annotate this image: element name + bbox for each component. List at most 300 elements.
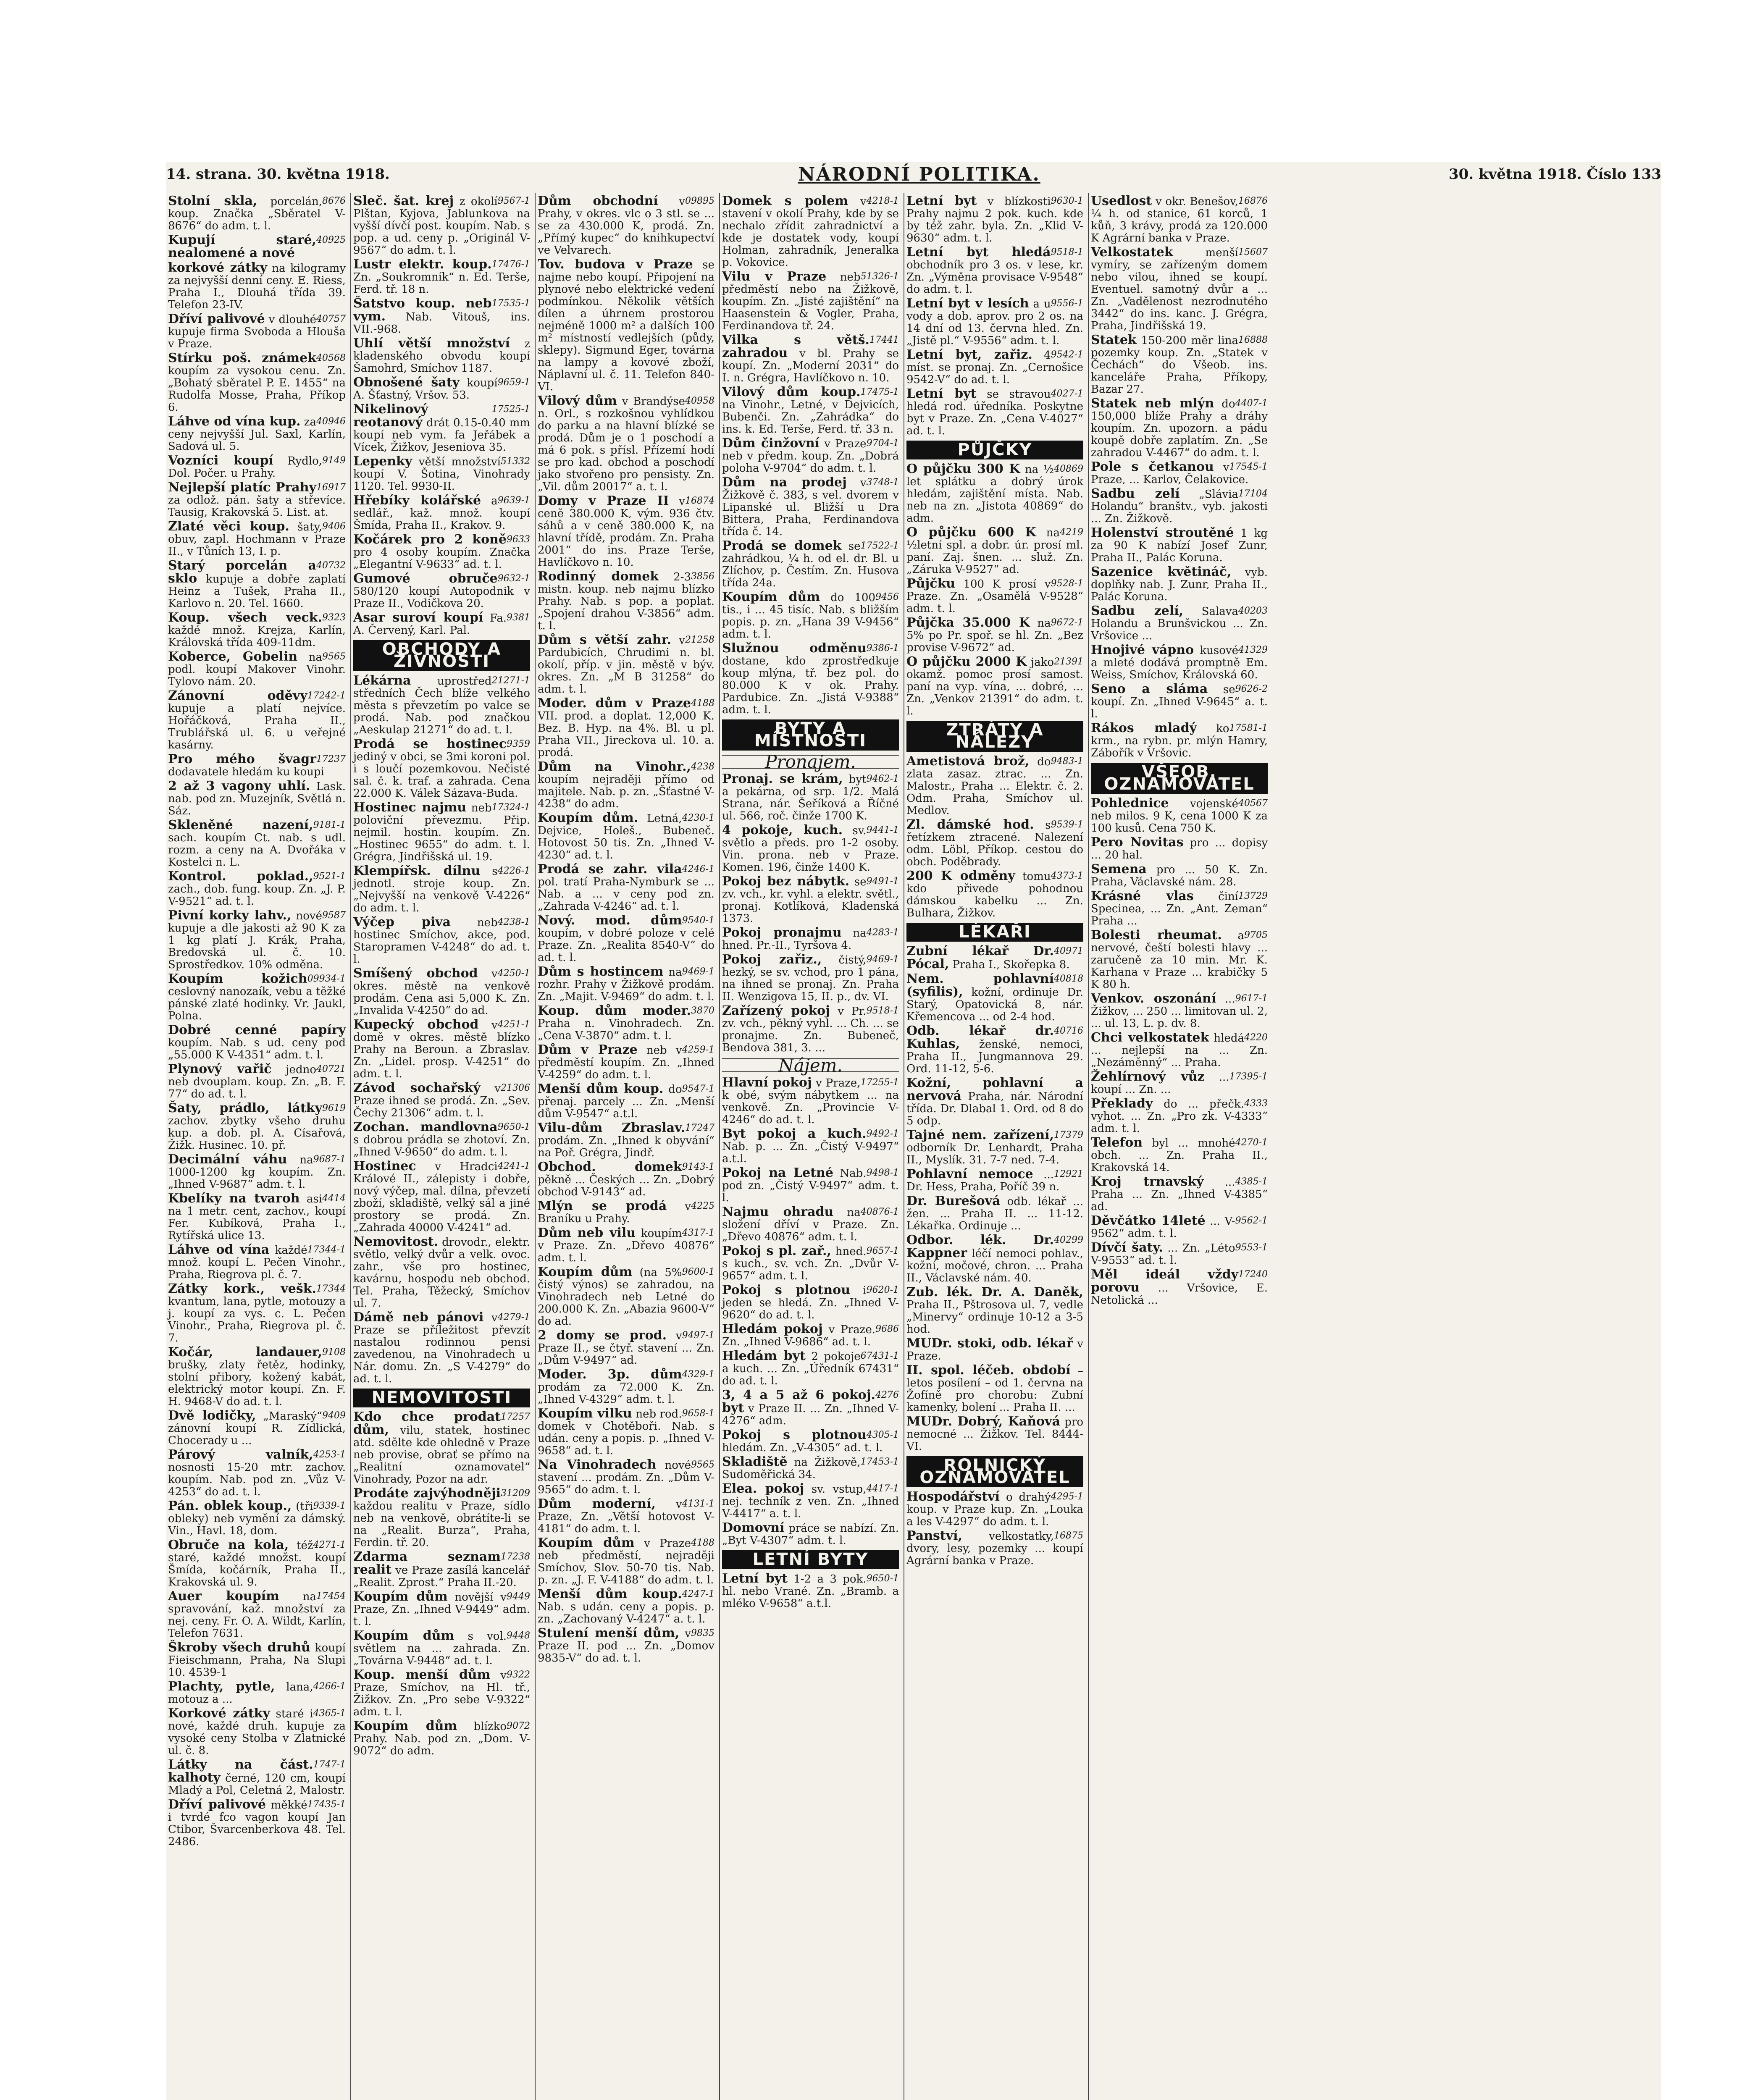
- ad-text: (tři obleky) neb vymění za dámský. Vin., Havl. 18, dom.: [168, 1500, 346, 1537]
- ad-code: 9483-1: [1051, 756, 1083, 766]
- ad-text: 2-3 mistn. koup. neb najmu blízko Prahy. Nab. s pop. a poplat. „Spojení drahou V-3856“ adm. t. l.: [538, 571, 715, 632]
- ad-text: léčí nemoci pohlav., kožní, močové, chron. ... Praha II., Václavské nám. 40.: [906, 1247, 1083, 1284]
- ad-code: 4247-1: [682, 1589, 715, 1599]
- classified-ad: [168, 1500, 346, 1537]
- ad-headline: Kdo chce prodat dům,: [353, 1410, 501, 1437]
- ad-code: 9448: [507, 1630, 530, 1641]
- classified-ad: [168, 1283, 346, 1344]
- ad-headline: Koupím dům: [538, 1265, 633, 1279]
- section-banner: LETNÍ BYTY: [722, 1550, 899, 1569]
- ad-headline: Usedlost: [1091, 194, 1152, 208]
- ad-text: pro 4 osoby koupím. Značka „Elegantní V-9633“ ad. t. l.: [353, 546, 530, 571]
- ad-code: 4417-1: [866, 1483, 899, 1494]
- ad-code: 4253-1: [313, 1449, 346, 1460]
- ad-headline: Telefon: [1091, 1135, 1143, 1150]
- ad-headline: Pro mého švagr: [168, 752, 316, 766]
- classified-ad: [722, 476, 899, 538]
- ad-code: 8676: [322, 196, 346, 206]
- section-banner: NEMOVITOSTI: [353, 1389, 530, 1407]
- ad-code: 4283-1: [866, 927, 899, 938]
- ad-headline: Zdarma seznam realit: [353, 1549, 501, 1577]
- ad-text: prodám. Zn. „Ihned k obyvání“ na Poř. Grégra, Jindř.: [538, 1134, 715, 1159]
- ad-code: 4188: [691, 698, 715, 709]
- ad-code: 4238: [691, 761, 715, 772]
- ad-text: v okres. městě na venkově prodám. Cena asi 5,000 K. Zn. „Invalida V-4250“ do ad.: [353, 968, 530, 1017]
- classified-ad: [168, 1449, 346, 1498]
- ad-headline: Hospodářství: [906, 1489, 1000, 1504]
- ad-text: se zv. vch., kr. vyhl. a elektr. světl., pronaj. Kotlíková, Kladenská 1373.: [722, 876, 899, 925]
- ad-headline: Odbor. lék. Dr. Kappner: [906, 1233, 1054, 1260]
- ad-text: černé, 120 cm, koupí Mladý a Pol, Celetná 2, Malostr.: [168, 1772, 346, 1797]
- ad-text: ... Dr. Hess, Praha, Poříč 39 n.: [906, 1168, 1060, 1193]
- classified-ad: [168, 415, 346, 453]
- classified-ad: [1091, 797, 1268, 835]
- ad-text: i jeden se hledá. Zn. „Ihned V-9620“ do ad. t. l.: [722, 1284, 899, 1321]
- ad-code: 4365-1: [313, 1708, 346, 1719]
- column-3: [535, 193, 717, 2100]
- classified-ad: [906, 195, 1083, 244]
- ad-headline: Dům na Vinohr.,: [538, 759, 691, 774]
- ad-code: 9620-1: [866, 1285, 899, 1295]
- ad-code: 9659-1: [497, 377, 530, 388]
- ad-text: do ... přečk. vyhot. ... Zn. „Pro zk. V-4333“ adm. t. l.: [1091, 1098, 1268, 1135]
- ad-code: 21258: [685, 635, 715, 645]
- ad-text: 4 míst. se pronaj. Zn. „Cernošice 9542-V“ do ad. t. l.: [906, 349, 1083, 386]
- ad-text: na hned. Pr.-II., Tyršova 4.: [722, 927, 867, 952]
- ad-code: 9108: [322, 1347, 346, 1357]
- classified-ad: [1091, 683, 1268, 720]
- ad-text: každé množ. koupí L. Pečen Vinohr., Praha, Riegrova pl. č. 7.: [168, 1244, 346, 1281]
- ad-text: Praha II., Pštrosova ul. 7, vedle „Minervy“ ordinuje 10-12 a 3-5 hod.: [906, 1299, 1083, 1336]
- ad-headline: Stírku poš. známek: [168, 351, 316, 365]
- ad-text: na Vinohr., Letné, v Dejvicích, Bubenči. Zn. „Zahrádka“ do ins. k. Ed. Terše, Ferd. tř. 33 n.: [722, 399, 899, 436]
- ad-text: vilu, statek, hostinec atd. sdělte kde ohledně v Praze neb provise, obrať se přímo na „Realitní oznamovatel“ Vinohrady, Pozor na adr.: [353, 1424, 531, 1486]
- ad-headline: Vilka s větš. zahradou: [722, 333, 869, 360]
- ad-text: vojenské neb milos. 9 K, cena 1000 K za 100 kusů. Cena 750 K.: [1091, 798, 1268, 835]
- ad-text: dodavatele hledám ku koupi: [168, 766, 324, 778]
- classified-ad: [168, 870, 346, 908]
- ad-text: dostane, kdo zprostředkuje koup mlýna, tř. bez pol. do 80.000 K v ok. Prahy. Pardubice. Zn. „Jistá V-9388“ adm. t. l.: [722, 655, 899, 716]
- column-6: [1088, 193, 1270, 2100]
- ad-headline: Koupím dům: [353, 1628, 454, 1643]
- ad-code: 17441: [869, 335, 899, 345]
- ad-headline: Kočárek pro 2 koně: [353, 532, 507, 547]
- classified-ad: [906, 1168, 1083, 1193]
- ad-text: neb předměstí nebo na Žižkově, koupím. Zn. „Jisté zajištění“ na Haasenstein & Vogler, Praha, Ferdinandova tř. 24.: [722, 271, 899, 332]
- ad-code: 17453-1: [860, 1457, 899, 1467]
- classified-ad: [538, 761, 715, 810]
- ad-headline: Hostinec: [353, 1159, 416, 1173]
- ad-text: ceslovný nanozaík, vebu a těžké pánské zlaté hodinky. Vr. Jaukl, Polna.: [168, 985, 346, 1022]
- ad-code: 17324-1: [491, 802, 530, 813]
- ad-text: ... V-9562“ adm. t. l.: [1091, 1215, 1235, 1240]
- ad-code: 9562-1: [1235, 1215, 1268, 1226]
- ad-headline: 4 pokoje, kuch.: [722, 823, 843, 837]
- ad-text: koupí A. Šťastný, Vršov. 53.: [353, 377, 498, 402]
- classified-ad: [168, 819, 346, 869]
- ad-headline: Koup. menší dům: [353, 1667, 491, 1682]
- ad-code: 9491-1: [866, 876, 899, 887]
- ad-code: 9528-1: [1051, 578, 1083, 589]
- ad-headline: Moder. dům v Praze: [538, 696, 691, 711]
- ad-text: se koupí. Zn. „Ihned V-9645“ a. t. l.: [1091, 683, 1268, 720]
- ad-headline: Kožní, pohlavní a nervová: [906, 1076, 1083, 1103]
- classified-ad: [353, 455, 530, 493]
- ad-code: 40716: [1054, 1026, 1083, 1036]
- classified-ad: [906, 526, 1083, 576]
- ad-text: na spravování, kaž. množství za nej. ceny. Fr. O. A. Wildt, Karlín, Telefon 7631.: [168, 1591, 346, 1640]
- classified-ad: [168, 1244, 346, 1281]
- ad-text: za odlož. pán. šaty a střevíce. Tausig, Krakovská 5. List. at.: [168, 494, 346, 519]
- classified-ad: [353, 967, 530, 1017]
- classified-ad: [906, 755, 1083, 817]
- ad-code: 4027-1: [1051, 388, 1083, 399]
- classified-ad: [1091, 1032, 1268, 1069]
- ad-text: do 150,000 blíže Prahy a dráhy koupím. Zn. upozorn. a pádu koupě dobře zaplatím. Zn. „Se zahradou V-4467“ do adm. t. l.: [1091, 398, 1268, 459]
- ad-code: 9359: [507, 739, 530, 749]
- ad-code: 4220: [1244, 1032, 1268, 1043]
- ad-text: koupím v Praze. Zn. „Dřevo 40876“ adm. t. l.: [538, 1227, 715, 1264]
- ad-text: na 5% po Pr. spoř. se hl. Zn. „Bez provise V-9672“ ad.: [906, 617, 1083, 654]
- ad-text: Nab. Vitouš, ins. VII.-968.: [353, 311, 530, 336]
- ad-headline: Vilový dům koup.: [722, 385, 861, 399]
- ad-headline: Lepenky: [353, 454, 412, 469]
- ad-headline: 3, 4 a 5 až 6 pokoj. byt: [722, 1388, 875, 1415]
- ad-text: v Praze II., se čtyř. stavení ... Zn. „Dům V-9497“ ad.: [538, 1330, 715, 1367]
- classified-ad: [168, 1192, 346, 1242]
- section-banner: PŮJČKY: [906, 441, 1083, 459]
- ad-headline: Prodá se zahr. vila: [538, 862, 682, 877]
- ad-code: 17476-1: [491, 259, 530, 270]
- classified-ad: [538, 1200, 715, 1225]
- ad-code: 9600-1: [682, 1267, 715, 1277]
- ad-headline: O půjčku 300 K: [906, 462, 1020, 476]
- ad-headline: Vilový dům: [538, 394, 617, 408]
- ad-text: hned. s kuch., sv. vch. Zn. „Dvůr V-9657“ adm. t. l.: [722, 1245, 899, 1282]
- ad-code: 4317-1: [682, 1228, 715, 1238]
- classified-ad: [906, 388, 1083, 437]
- classified-ad: [168, 352, 346, 414]
- ad-headline: Statek neb mlýn: [1091, 396, 1214, 411]
- classified-ad: [906, 1415, 1083, 1453]
- ad-code: 4305-1: [866, 1430, 899, 1440]
- classified-ad: [906, 656, 1083, 717]
- ad-text: nové kupuje a dle jakosti až 90 K za 1 kg platí J. Krák, Praha, Bredovská ul. č. 10. Sprostředkov. 10% odměna.: [168, 910, 346, 971]
- ad-code: 9322: [507, 1670, 530, 1680]
- classified-ad: [906, 349, 1083, 386]
- ad-headline: Zubní lékař Dr. Pócal,: [906, 944, 1054, 971]
- classified-ad: [722, 386, 899, 436]
- ad-code: 4131-1: [682, 1499, 715, 1509]
- classified-ad: [722, 1572, 899, 1610]
- ad-code: 40946: [316, 416, 346, 427]
- ad-headline: Prodá se hostinec: [353, 737, 507, 751]
- ad-headline: Gumové obruče: [353, 571, 498, 586]
- ad-text: odborník Dr. Lenhardt, Praha II., Myslík. 31. 7-7 ned. 7-4.: [906, 1142, 1083, 1166]
- ad-code: 40721: [316, 1064, 346, 1074]
- ad-text: na ½ let splátku a dobrý úrok hledám, zajištění místa. Nab. neb na zn. „Jistota 40869“ do adm.: [906, 463, 1083, 525]
- ad-text: a u vody a dob. aprov. pro 2 os. na 14 dní od 13. června hled. Zn. „Jistě pl.“ V-9556“ adm. t. l.: [906, 298, 1083, 347]
- ad-headline: Dům s větší zahr.: [538, 633, 672, 647]
- ad-code: 9565: [322, 651, 346, 662]
- ad-headline: Zánovní oděvy: [168, 688, 307, 703]
- ad-code: 9567-1: [497, 196, 530, 206]
- classified-ad: [1091, 566, 1268, 603]
- ad-code: 4188: [691, 1538, 715, 1548]
- ad-code: 4270-1: [1235, 1137, 1268, 1148]
- classified-ad: [1091, 722, 1268, 759]
- ad-code: 67431-1: [860, 1351, 899, 1361]
- ad-headline: Zátky kork., vešk.: [168, 1281, 316, 1296]
- classified-ad: [353, 1487, 530, 1549]
- ad-text: koupím. Nab. s ud. ceny pod „55.000 K V-4351“ adm. t. l.: [168, 1037, 346, 1061]
- classified-ad: [1091, 1097, 1268, 1135]
- classified-ad: [1091, 397, 1268, 459]
- column-4: [719, 193, 901, 2100]
- classified-ad: [906, 617, 1083, 654]
- classified-ad: [538, 1407, 715, 1457]
- ad-code: 4271-1: [313, 1540, 346, 1550]
- column-2: [350, 193, 532, 2100]
- classified-ad: [353, 1121, 530, 1158]
- classified-ad: [722, 437, 899, 475]
- ad-text: sach. koupím Ct. nab. s udl. rozm. a ceny na A. Dvořáka v Kostelci n. L.: [168, 832, 346, 869]
- ad-headline: Kroj trnavský: [1091, 1174, 1204, 1189]
- ad-text: se najme nebo koupí. Připojení na plynové nebo elektrické vedení podmínkou. Několik větších dílen a úhrnem prostorou nejméně 1000 m² a dalších 100 m² místností vedlejších (půdy, sklepy). Sigmund Eger, továrna na lampy a kovové zboží, Náplavní ul. č. 11. Telefon 840-VI.: [538, 259, 715, 393]
- ad-text: též staré, každé množst. koupí Šmída, kočárník, Praha II., Krakovská ul. 9.: [168, 1539, 346, 1588]
- ad-code: 17525-1: [491, 404, 530, 415]
- ad-headline: Zl. dámské hod.: [906, 817, 1034, 832]
- ad-code: 9639-1: [497, 495, 530, 506]
- classified-ad: [168, 1641, 346, 1679]
- page-header: [166, 162, 1661, 187]
- ad-code: 4333: [1244, 1098, 1268, 1109]
- ad-code: 9406: [322, 521, 346, 532]
- ad-text: každé množ. Krejza, Karlín, Královská třída 409-11dm.: [168, 624, 346, 649]
- ad-text: v Prahy, v okres. vlc o 3 stl. se ... se za 430.000 K, prodá. Zn. „Přímý kupec“ do knihkupectví ve Velvarech.: [538, 195, 715, 257]
- ad-headline: Stulení menší dům,: [538, 1626, 680, 1641]
- classified-ad: [906, 578, 1083, 615]
- ad-text: v Praze, Zn. „Větší hotovost V-4181“ do adm. t. l.: [538, 1498, 715, 1535]
- ad-headline: Chci velkostatek: [1091, 1030, 1209, 1045]
- ad-text: prodám za 72.000 K. Zn. „Ihned V-4329“ adm. t. l.: [538, 1381, 715, 1406]
- ad-code: 40203: [1238, 606, 1268, 616]
- classified-ad: [353, 297, 530, 336]
- ad-headline: Mlýn se prodá: [538, 1199, 667, 1213]
- ad-headline: Letní byt: [906, 386, 977, 401]
- ad-code: 40757: [316, 314, 346, 324]
- ad-text: pro ... dopisy ... 20 hal.: [1091, 837, 1268, 861]
- classified-ad: [906, 1530, 1083, 1567]
- ad-headline: Překlady: [1091, 1096, 1153, 1111]
- classified-ad: [353, 675, 530, 736]
- ad-text: činí Specinea, ... Zn. „Ant. Zeman“ Praha ...: [1091, 890, 1268, 927]
- classified-ad: [353, 1591, 530, 1628]
- ad-text: koupím za vysokou cenu. Zn. „Bohatý sběratel P. E. 1455“ na Rudolfa Mosse, Praha, Příkop 6.: [168, 365, 346, 414]
- newspaper-page: [166, 162, 1661, 2100]
- ad-text: kupuje a dobře zaplatí Heinz a Tušek, Praha II., Karlovo n. 20. Tel. 1660.: [168, 573, 346, 610]
- ad-text: do zlata zasaz. ztrac. ... Zn. Malostr., Praha ... Elektr. č. 2. Odm. Praha, Smíchov ul. Medlov.: [906, 756, 1083, 817]
- ad-code: 4373-1: [1051, 871, 1083, 881]
- classified-ad: [1091, 334, 1268, 396]
- ad-text: Praha I., Skořepka 8.: [952, 958, 1070, 971]
- ad-code: 9650-1: [497, 1122, 530, 1132]
- classified-ad: [1091, 1215, 1268, 1240]
- ad-text: v Praze, k obé, svým nábytkem ... na venkově. Zn. „Provincie V-4246“ do ad. t. l.: [722, 1077, 899, 1126]
- section-banner: ROLNICKÝ OZNAMOVATEL: [906, 1456, 1083, 1487]
- ad-headline: Vilu v Praze: [722, 269, 827, 284]
- ad-text: menší vymíry, se zařízeným domem nebo vilou, ihned se koupí. Eventuel. samotný dvůr a ... Zn. „Vadělenost nezrodnutého 3442“ do ins. kanc. J. Grégra, Praha, Jindřišská 19.: [1091, 247, 1268, 332]
- ad-headline: Tov. budova v Praze: [538, 257, 693, 272]
- classified-ad: [1091, 929, 1268, 991]
- classified-ad: [722, 1522, 899, 1547]
- ad-code: 40958: [685, 396, 715, 406]
- ad-headline: Domovní: [722, 1520, 785, 1535]
- ad-headline: Zlaté věci koup.: [168, 519, 289, 534]
- ad-text: velkostatky, dvory, lesy, pozemky ... koupí Agrární banka v Praze.: [906, 1530, 1083, 1567]
- ad-code: 9686: [875, 1324, 899, 1334]
- ad-code: 17344-1: [307, 1244, 346, 1255]
- ad-text: hledá ... nejlepší na ... Zn. „Nezáměnný“ ... Praha.: [1091, 1032, 1268, 1069]
- ad-text: staré i nové, každé druh. kupuje za vysoké ceny Stolba v Zlatnické ul. č. 8.: [168, 1708, 346, 1757]
- classified-ad: [1091, 1137, 1268, 1174]
- ad-text: v Praze neb v předm. koup. Zn. „Dobrá poloha V-9704“ do adm. t. l.: [722, 438, 899, 475]
- ad-text: ... Zn. „Léto V-9553“ ad. t. l.: [1091, 1242, 1235, 1267]
- ad-code: 9672-1: [1051, 617, 1083, 628]
- ad-code: 4295-1: [1051, 1491, 1083, 1502]
- ad-headline: Koupím dům: [538, 1536, 635, 1550]
- ad-code: 4385-1: [1235, 1176, 1268, 1187]
- ad-headline: Plachty, pytle,: [168, 1679, 275, 1694]
- classified-ad: [722, 1429, 899, 1454]
- classified-ad: [353, 1669, 530, 1718]
- ad-text: porcelán, koup. Značka „Sběratel V-8676“ do adm. t. l.: [168, 195, 346, 232]
- classified-ad: [168, 195, 346, 232]
- ad-headline: Krásné vlas: [1091, 889, 1194, 903]
- classified-ad: [168, 651, 346, 688]
- ad-code: 9705: [1244, 930, 1268, 940]
- ad-headline: Pokoj s plotnou: [722, 1283, 851, 1297]
- classified-ad: [722, 334, 899, 384]
- ad-text: s řetízkem ztracené. Nalezení odm. Löbl, Příkop. cestou do obch. Poděbrady.: [906, 819, 1083, 868]
- ad-headline: Kbelíky na tvaroh: [168, 1191, 300, 1206]
- classified-ad: [353, 1236, 530, 1310]
- ad-headline: Domek s polem: [722, 194, 848, 208]
- ad-text: a sedlář., kaž. množ. koupí Šmída, Praha II., Krakov. 9.: [353, 495, 530, 532]
- ad-code: 31209: [501, 1488, 530, 1499]
- ad-code: 9619: [322, 1103, 346, 1113]
- classified-ad: [538, 1161, 715, 1198]
- classified-ad: [722, 270, 899, 332]
- ad-code: 16874: [685, 496, 715, 506]
- classified-ad: [722, 591, 899, 640]
- ad-headline: Dvě lodičky,: [168, 1408, 256, 1423]
- ad-text: 580/120 koupí Autopodnik v Praze II., Vodičkova 20.: [353, 585, 530, 610]
- classified-ad: [353, 1720, 530, 1757]
- ad-text: ... Praha ... Zn. „Ihned V-4385“ ad.: [1091, 1176, 1268, 1213]
- ad-text: v Pr. zv. vch., pěkný vyhl. ... Ch. ... se pronajme. Zn. Bubeneč, Bendova 381, 3. ...: [722, 1005, 899, 1054]
- classified-ad: [722, 1206, 899, 1243]
- ad-headline: Pokoj na Letné: [722, 1166, 833, 1180]
- ad-headline: Žehlírnový vůz: [1091, 1069, 1205, 1084]
- ad-headline: Pokoj s plotnou: [722, 1428, 867, 1442]
- ad-headline: Dům v Praze: [538, 1042, 638, 1057]
- classified-ad: [538, 634, 715, 696]
- classified-ad: [168, 1759, 346, 1797]
- ad-text: neb v předměstí koupím. Zn. „Ihned V-4259“ do adm. t. l.: [538, 1044, 715, 1081]
- ad-text: hledám. Zn. „V-4305“ ad. t. l.: [722, 1441, 883, 1454]
- classified-ad: [168, 520, 346, 558]
- classified-ad: [1091, 1268, 1268, 1307]
- ad-text: „Slávia Holandu“ branštv., vyb. jakosti ... Zn. Žižkově.: [1091, 488, 1268, 525]
- ad-headline: Měl ideál vždy porovu: [1091, 1267, 1238, 1295]
- ad-headline: Rodinný domek: [538, 569, 659, 584]
- classified-ad: [1091, 836, 1268, 861]
- classified-ad: [1091, 644, 1268, 681]
- ad-text: větší množství koupí V. Šotina, Vinohrady 1120. Tel. 9930-II.: [353, 456, 530, 493]
- ad-text: pro ... 50 K. Zn. Praha, Václavské nám. 28.: [1091, 864, 1268, 888]
- ad-code: 4279-1: [497, 1312, 530, 1323]
- ad-code: 9633: [507, 534, 530, 545]
- classified-ad: [722, 1245, 899, 1282]
- classified-columns: [166, 193, 1661, 2100]
- ad-headline: Koupím dům: [353, 1719, 457, 1733]
- ad-code: 40925: [316, 235, 346, 245]
- ad-headline: Koup. dům moder.: [538, 1003, 691, 1018]
- ad-text: se stravou hledá rod. úředníka. Poskytne byt v Praze. Zn. „Cena V-4027“ ad. t. l.: [906, 388, 1083, 437]
- classified-ad: [906, 1364, 1083, 1414]
- classified-ad: [168, 1798, 346, 1848]
- ad-code: 4329-1: [682, 1369, 715, 1380]
- ad-headline: Obchod. domek: [538, 1160, 682, 1174]
- ad-headline: Závod sochařský: [353, 1081, 481, 1095]
- classified-ad: [1091, 605, 1268, 642]
- classified-ad: [353, 1018, 530, 1080]
- ad-text: ... Vršovice, E. Netolická ...: [1091, 1282, 1268, 1307]
- classified-ad: [538, 1122, 715, 1159]
- ad-headline: Prodá se domek: [722, 538, 842, 553]
- ad-code: 17242-1: [307, 690, 346, 701]
- ad-headline: Stolní skla,: [168, 194, 257, 208]
- ad-text: lana, motouz a ...: [168, 1681, 313, 1706]
- ad-headline: Sazenice květináč,: [1091, 564, 1232, 579]
- ad-headline: Hřebíky kolářské: [353, 493, 481, 508]
- ad-text: ... koupí ... Zn. ...: [1091, 1071, 1229, 1096]
- ad-code: 9626-2: [1235, 684, 1268, 694]
- classified-ad: [906, 1491, 1083, 1528]
- ad-code: 1747-1: [313, 1759, 346, 1770]
- ad-text: v Praze neb předměstí, nejraději Smíchov, Slov. 50-70 tis. Nab. p. zn. „J. F. V-4188“ do adm. t. l.: [538, 1537, 715, 1586]
- ad-headline: Skleněné nazení,: [168, 818, 313, 832]
- classified-ad: [722, 1323, 899, 1348]
- ad-headline: Dr. Burešová: [906, 1194, 1001, 1208]
- ad-text: Zn. „Soukromník“ n. Ed. Terše, Ferd. tř. 18 n.: [353, 271, 530, 296]
- classified-ad: [168, 1410, 346, 1447]
- classified-ad: [168, 753, 346, 778]
- ad-code: 17240: [1238, 1269, 1268, 1280]
- ad-text: jedno neb dvouplam. koup. Zn. „B. F. 77“ do ad. t. l.: [168, 1063, 346, 1100]
- ad-text: na složení dříví v Praze. Zn. „Dřevo 40876“ adm. t. l.: [722, 1206, 899, 1243]
- classified-ad: [1091, 992, 1268, 1030]
- ad-text: „Maraský“ zánovní koupí R. Zídlická, Chocerady u ...: [168, 1410, 346, 1447]
- ad-code: 17255-1: [860, 1077, 899, 1088]
- ad-code: 17581-1: [1229, 723, 1268, 733]
- ad-code: 17238: [501, 1551, 530, 1562]
- ad-text: Nab. p. ... Zn. „Čistý V-9497“ a.t.l.: [722, 1140, 899, 1165]
- ad-code: 51332: [501, 456, 530, 467]
- ad-headline: Menší dům koup.: [538, 1587, 682, 1601]
- classified-ad: [722, 824, 899, 874]
